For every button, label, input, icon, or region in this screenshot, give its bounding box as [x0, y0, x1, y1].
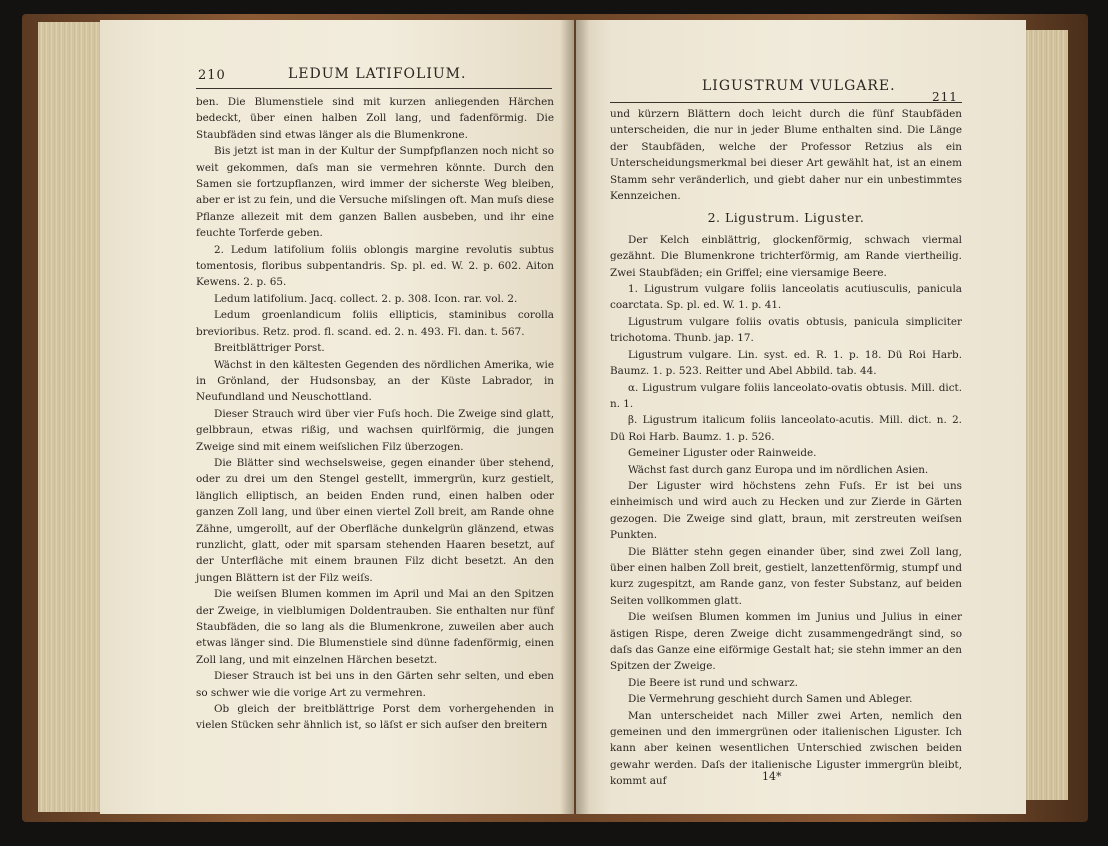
paragraph: Der Liguster wird höchstens zehn Fuſs. Er ist bei uns einheimisch und wird auch zu Hecken und zur Zierde in Gärten gezogen. Die Zweige sind glatt, braun, mit zerstreuten weiſsen Punkten.: [610, 479, 962, 542]
paragraph: 1. Ligustrum vulgare foliis lanceolatis acutiusculis, panicula coarctata. Sp. pl. ed. W. 1. p. 41.: [610, 283, 962, 312]
head-rule-left: [196, 88, 552, 89]
paragraph: β. Ligustrum italicum foliis lanceolato-acutis. Mill. dict. n. 2. Dü Roi Harb. Baumz. 1. p. 526.: [610, 414, 962, 443]
paragraph: Ligustrum vulgare foliis ovatis obtusis, panicula simpliciter trichotoma. Thunb. jap. 17.: [610, 315, 962, 345]
paragraph: Wächst fast durch ganz Europa und im nördlichen Asien.: [628, 463, 929, 476]
paragraph: Ligustrum vulgare. Lin. syst. ed. R. 1. p. 18. Dü Roi Harb. Baumz. 1. p. 523. Reitter und Abel Abbild. tab. 44.: [610, 348, 962, 378]
paragraph: Dieser Strauch wird über vier Fuſs hoch. Die Zweige sind glatt, gelbbraun, etwas rißig, und wachsen quirlförmig, die jungen Zweige sind mit einem weiſslichen Filz überzogen.: [196, 407, 554, 453]
page-edges-right: [1020, 30, 1068, 800]
signature-mark: 14*: [762, 770, 782, 783]
paragraph: Ob gleich der breitblättrige Porst dem vorhergehenden in vielen Stücken sehr ähnlich ist, so läſst er sich auſser den breitern: [196, 703, 554, 732]
paragraph: Die Vermehrung geschieht durch Samen und Ableger.: [628, 693, 913, 706]
page-number-right: 211: [932, 90, 958, 104]
paragraph: Dieser Strauch ist bei uns in den Gärten sehr selten, und eben so schwer wie die vorige Art zu vermehren.: [196, 670, 554, 699]
paragraph: Gemeiner Liguster oder Rainweide.: [628, 447, 817, 460]
paragraph: 2. Ledum latifolium foliis oblongis margine revolutis subtus tomentosis, floribus subpentandris. Sp. pl. ed. W. 2. p. 602. Aiton Kewens. 2. p. 65.: [196, 243, 554, 289]
paragraph: Ledum groenlandicum foliis ellipticis, staminibus corolla brevioribus. Retz. prod. fl. scand. ed. 2. n. 493. Fl. dan. t. 567.: [196, 309, 554, 338]
right-page-body: [610, 106, 962, 790]
paragraph: Der Kelch einblättrig, glockenförmig, schwach viermal gezähnt. Die Blumenkrone trichterförmig, am Rande viertheilig. Zwei Staubfäden; ein Griffel; eine viersamige Beere.: [610, 233, 962, 279]
section-heading: 2. Ligustrum. Liguster.: [707, 210, 865, 226]
page-number-left: 210: [198, 68, 226, 83]
paragraph: Wächst in den kältesten Gegenden des nördlichen Amerika, wie in Grönland, der Hudsonsbay, an der Küste Labrador, in Neufundland und Neuschottland.: [196, 358, 554, 404]
paragraph: Die Beere ist rund und schwarz.: [628, 676, 798, 689]
paragraph: Man unterscheidet nach Miller zwei Arten, nemlich den gemeinen und den immergrünen oder italienischen Liguster. Ich kann aber keinen wesentlichen Unterschied zwischen beiden gewahr werden. Daſs der italienische Liguster immergrün bleibt, kommt auf: [610, 709, 962, 788]
paragraph: α. Ligustrum vulgare foliis lanceolato-ovatis obtusis. Mill. dict. n. 1.: [610, 381, 962, 410]
running-head-left: LEDUM LATIFOLIUM.: [288, 66, 467, 82]
running-head-right: LIGUSTRUM VULGARE.: [702, 78, 896, 94]
paragraph: Die Blätter sind wechselsweise, gegen einander über stehend, oder zu drei um den Stengel gestellt, immergrün, kurz gestielt, länglich elliptisch, an beiden Enden rund, einen halben oder ganzen Zoll lang, und über einen viertel Zoll breit, am Rande ohne Zähne, umgerollt, auf der Oberfläche dunkelgrün glänzend, etwas runzlicht, glatt, oder mit sparsam stehenden Haaren besetzt, auf der Unterfläche mit einem braunen Filz dicht besetzt. An den jungen Blättern ist der Filz weiſs.: [196, 456, 554, 584]
paragraph: Die Blätter stehn gegen einander über, sind zwei Zoll lang, über einen halben Zoll breit, gestielt, lanzettenförmig, stumpf und kurz zugespitzt, am Rande ganz, von fester Substanz, auf beiden Seiten vollkommen glatt.: [610, 545, 962, 607]
book-gutter: [560, 20, 590, 814]
right-page: [576, 20, 1026, 814]
paragraph: und kürzern Blättern doch leicht durch die fünf Staubfäden unterscheiden, die nur in jeder Blume enthalten sind. Die Länge der Staubfäden, welche der Professor Retzius als ein Unterscheidungsmerkmal bei dieser Art gewählt hat, ist an einem Stamm sehr veränderlich, und giebt daher nur ein unbestimmtes Kennzeichen.: [610, 108, 962, 203]
paragraph: Ledum latifolium. Jacq. collect. 2. p. 308. Icon. rar. vol. 2.: [214, 292, 518, 305]
page-edges-left: [38, 22, 108, 812]
paragraph: Breitblättriger Porst.: [214, 342, 325, 355]
left-page-body: [196, 94, 554, 734]
paragraph: Die weiſsen Blumen kommen im Junius und Julius in einer ästigen Rispe, deren Zweige dicht zusammengedrängt sind, so daſs das Ganze eine eiförmige Gestalt hat; sie stehn immer an den Spitzen der Zweige.: [610, 611, 962, 673]
paragraph: ben. Die Blumenstiele sind mit kurzen anliegenden Härchen bedeckt, über einen halben Zoll lang, und fadenförmig. Die Staubfäden sind etwas länger als die Blumenkrone.: [196, 96, 554, 141]
paragraph: Bis jetzt ist man in der Kultur der Sumpfpflanzen noch nicht so weit gekommen, daſs man sie vermehren könnte. Durch den Samen sie fortzupflanzen, wird immer der sicherste Weg bleiben, aber er ist zu fein, und die Versuche miſslingen oft. Man muſs diese Pflanze allezeit mit dem ganzen Ballen ausbeben, und ihr eine feuchte Torferde geben.: [196, 145, 554, 240]
head-rule-right: [610, 102, 962, 103]
paragraph: Die weiſsen Blumen kommen im April und Mai an den Spitzen der Zweige, in vielblumigen Doldentrauben. Sie enthalten nur fünf Staubfäden, die so lang als die Blumenkrone, zuweilen aber auch etwas länger sind. Die Blumenstiele sind dünne fadenförmig, einen Zoll lang, und mit einzelnen Härchen besetzt.: [196, 588, 554, 666]
left-page: [100, 20, 574, 814]
